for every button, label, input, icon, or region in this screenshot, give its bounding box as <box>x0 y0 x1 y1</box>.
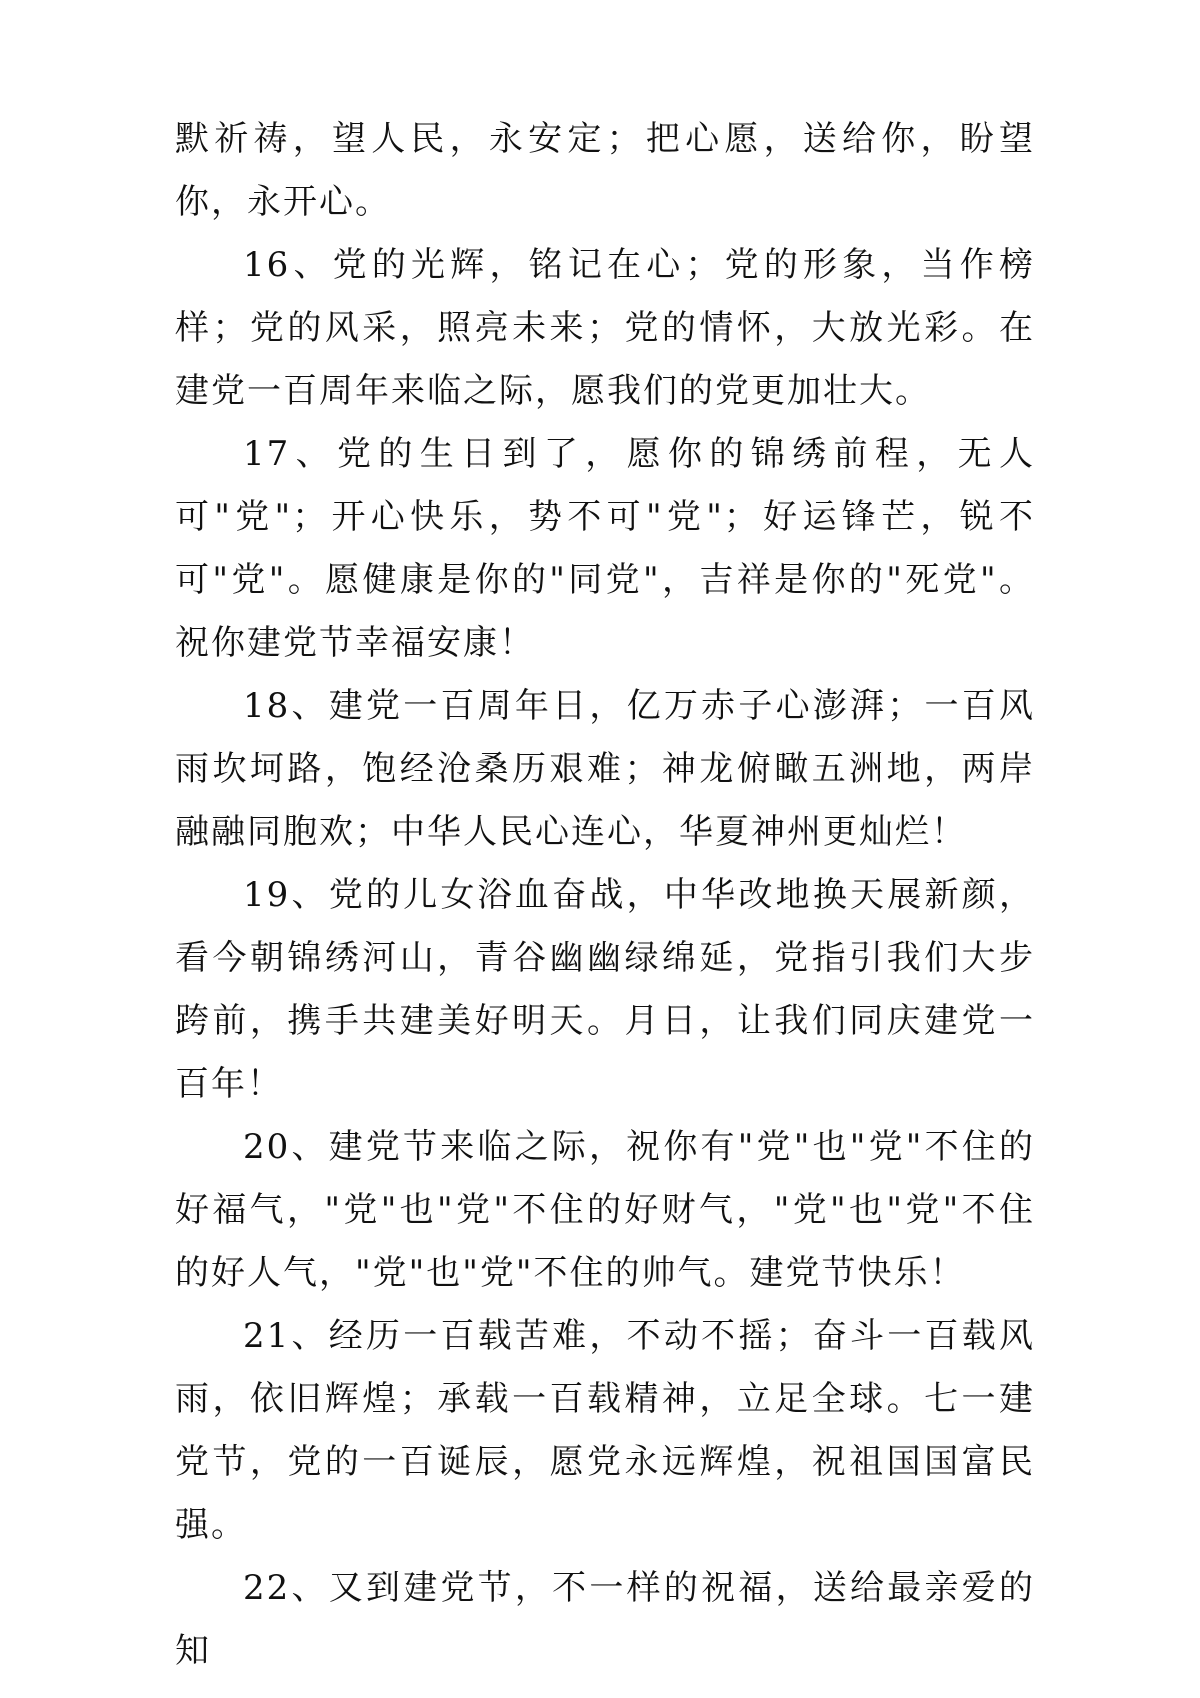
paragraph-19: 19、党的儿女浴血奋战，中华改地换天展新颜，看今朝锦绣河山，青谷幽幽绿绵延，党指引我们大步跨前，携手共建美好明天。月日，让我们同庆建党一百年！ <box>175 875 1035 1104</box>
paragraph-18: 18、建党一百周年日，亿万赤子心澎湃；一百风雨坎坷路，饱经沧桑历艰难；神龙俯瞰五洲地，两岸融融同胞欢；中华人民心连心，华夏神州更灿烂！ <box>175 686 1035 852</box>
paragraph-17: 17、党的生日到了，愿你的锦绣前程，无人可"党"；开心快乐，势不可"党"；好运锋芒，锐不可"党"。愿健康是你的"同党"，吉祥是你的"死党"。祝你建党节幸福安康！ <box>175 434 1035 663</box>
paragraph-22: 22、又到建党节，不一样的祝福，送给最亲爱的知 <box>175 1568 1035 1671</box>
paragraph-20: 20、建党节来临之际，祝你有"党"也"党"不住的好福气，"党"也"党"不住的好财气，"党"也"党"不住的好人气，"党"也"党"不住的帅气。建党节快乐！ <box>175 1127 1035 1293</box>
paragraph-21: 21、经历一百载苦难，不动不摇；奋斗一百载风雨，依旧辉煌；承载一百载精神，立足全球。七一建党节，党的一百诞辰，愿党永远辉煌，祝祖国国富民强。 <box>175 1316 1035 1545</box>
paragraph-continuation: 默祈祷，望人民，永安定；把心愿，送给你，盼望你，永开心。 <box>175 119 1035 222</box>
paragraph-16: 16、党的光辉，铭记在心；党的形象，当作榜样；党的风采，照亮未来；党的情怀，大放光彩。在建党一百周年来临之际，愿我们的党更加壮大。 <box>175 245 1035 411</box>
document-body <box>175 108 1035 1683</box>
